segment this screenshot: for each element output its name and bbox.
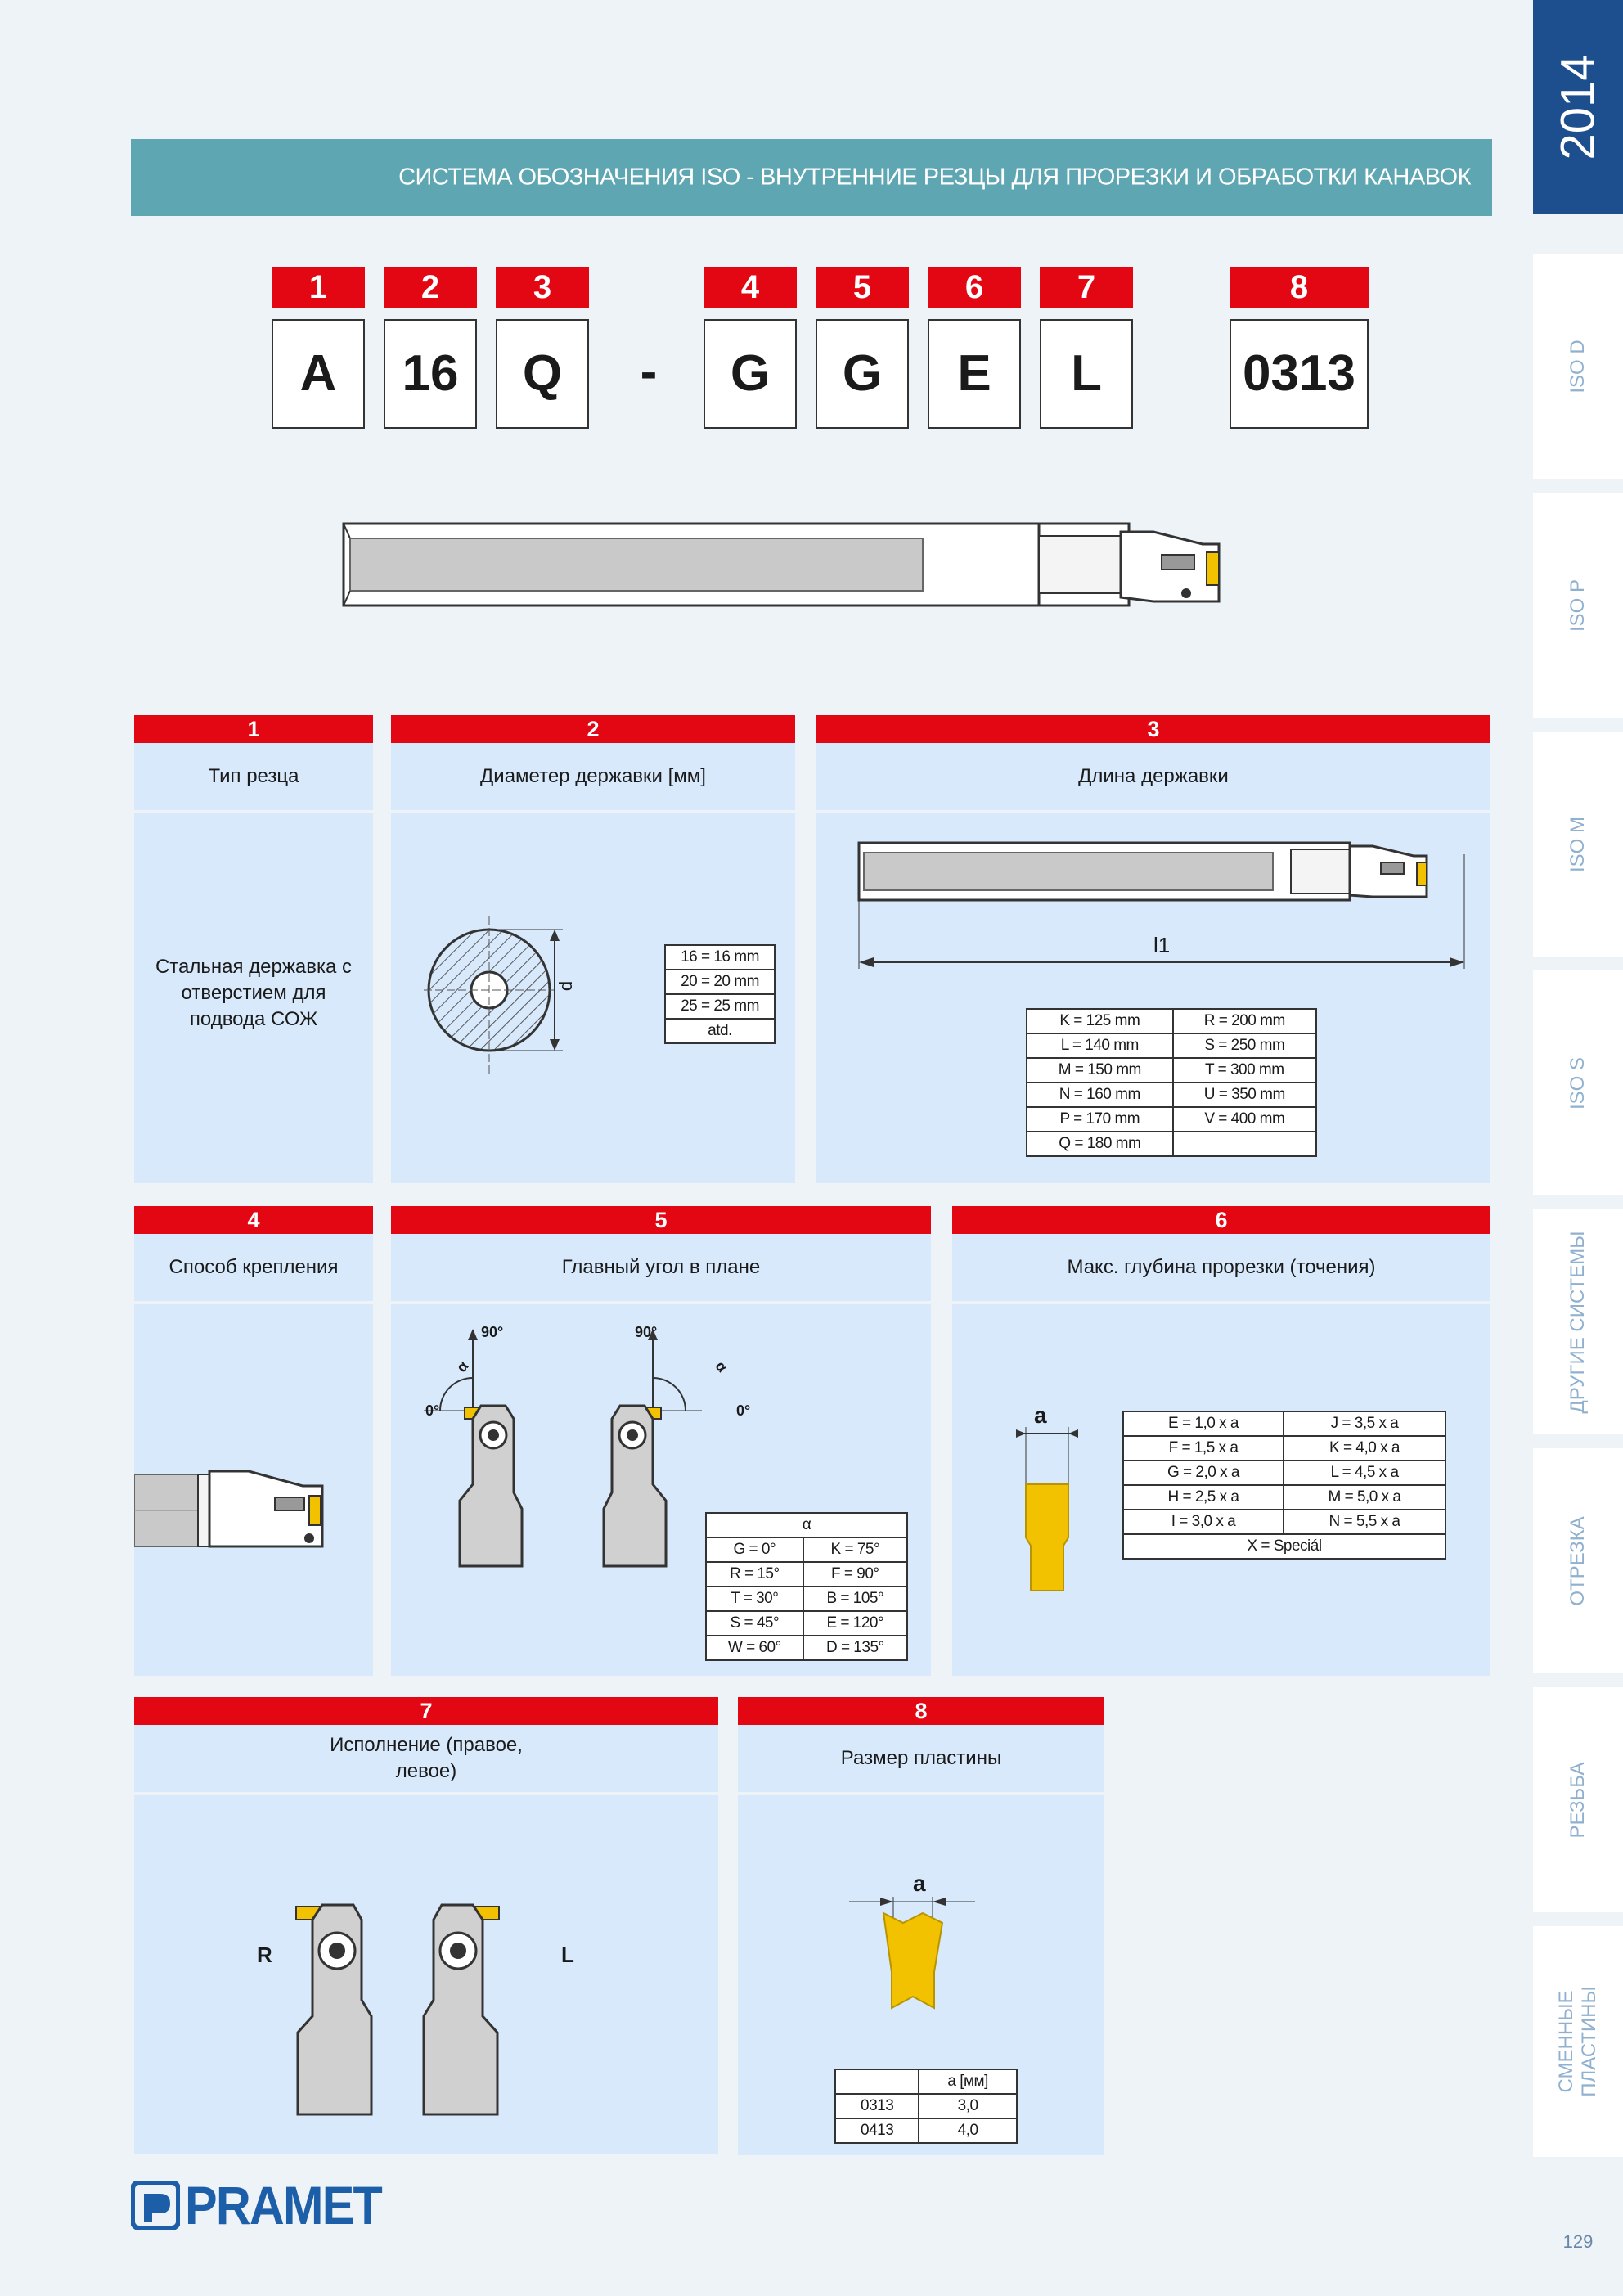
tab-label: ISO P xyxy=(1567,579,1589,632)
table-row xyxy=(665,970,775,994)
table-cell: E = 1,0 x a xyxy=(1123,1411,1284,1436)
length-table xyxy=(1026,1008,1317,1157)
insert-size-drawing xyxy=(844,1893,983,2016)
table-row xyxy=(706,1537,907,1562)
insert-width-label: a xyxy=(913,1871,926,1896)
code-separator: - xyxy=(640,344,658,400)
code-number: 3 xyxy=(496,267,589,308)
table-cell: F = 1,5 x a xyxy=(1123,1436,1284,1461)
table-cell: 0313 xyxy=(835,2094,919,2118)
table-cell: G = 0° xyxy=(706,1537,803,1562)
angle-0-label: 0° xyxy=(736,1402,751,1419)
table-cell xyxy=(1173,1132,1316,1156)
table-cell: R = 15° xyxy=(706,1562,803,1587)
code-number: 6 xyxy=(928,267,1021,308)
page-number: 129 xyxy=(1562,2231,1594,2252)
table-row xyxy=(1027,1107,1316,1132)
panel-number: 3 xyxy=(816,715,1490,743)
insert-size-table xyxy=(834,2069,1018,2144)
diameter-label: d xyxy=(555,980,577,992)
table-row xyxy=(1123,1485,1445,1510)
table-row xyxy=(1027,1083,1316,1107)
table-row xyxy=(1027,1132,1316,1156)
panel-depth xyxy=(952,1206,1490,1676)
table-cell: G = 2,0 x a xyxy=(1123,1461,1284,1485)
tab-iso-s[interactable] xyxy=(1533,964,1623,1195)
panel-hand xyxy=(134,1697,718,2154)
table-row xyxy=(1027,1009,1316,1033)
table-row xyxy=(1027,1058,1316,1083)
code-number: 4 xyxy=(704,267,797,308)
year-label: 2014 xyxy=(1551,54,1605,160)
table-cell: L = 4,5 x a xyxy=(1284,1461,1445,1485)
table-row xyxy=(665,1019,775,1043)
table-cell: B = 105° xyxy=(803,1587,907,1611)
table-cell: N = 5,5 x a xyxy=(1284,1510,1445,1534)
table-cell: P = 170 mm xyxy=(1027,1107,1173,1132)
hand-drawing xyxy=(290,1902,551,2123)
angle-table xyxy=(705,1512,908,1661)
panel-title: Длина державки xyxy=(816,743,1490,813)
table-header-row xyxy=(706,1513,907,1537)
code-number: 2 xyxy=(384,267,477,308)
table-cell: Q = 180 mm xyxy=(1027,1132,1173,1156)
code-number: 5 xyxy=(816,267,909,308)
panel-diameter xyxy=(391,715,795,1183)
code-value: 0313 xyxy=(1230,319,1369,429)
alpha-label: α xyxy=(452,1357,472,1375)
left-hand-label: L xyxy=(561,1943,574,1967)
table-cell: 16 = 16 mm xyxy=(665,945,775,970)
code-value: Q xyxy=(496,319,589,429)
table-row xyxy=(1123,1510,1445,1534)
table-header-row xyxy=(835,2069,1017,2094)
pramet-logo-text: PRAMET xyxy=(185,2175,382,2235)
table-cell: M = 5,0 x a xyxy=(1284,1485,1445,1510)
header-bar xyxy=(131,139,1492,216)
table-cell: atd. xyxy=(665,1019,775,1043)
table-cell: W = 60° xyxy=(706,1636,803,1660)
table-cell: K = 4,0 x a xyxy=(1284,1436,1445,1461)
panel-title: Исполнение (правое, левое) xyxy=(134,1725,718,1795)
alpha-label: α xyxy=(712,1357,731,1375)
diameter-section-drawing xyxy=(424,912,587,1092)
tab-label: ISO S xyxy=(1567,1056,1589,1110)
depth-label: a xyxy=(1034,1402,1047,1428)
panel-length xyxy=(816,715,1490,1183)
table-cell: I = 3,0 x a xyxy=(1123,1510,1284,1534)
tab-label: ДРУГИЕ СИСТЕМЫ xyxy=(1567,1231,1589,1413)
code-number: 1 xyxy=(272,267,365,308)
table-row xyxy=(665,945,775,970)
panel-approach-angle xyxy=(391,1206,931,1676)
table-cell: K = 125 mm xyxy=(1027,1009,1173,1033)
table-row xyxy=(1123,1461,1445,1485)
table-cell: F = 90° xyxy=(803,1562,907,1587)
panel-number: 1 xyxy=(134,715,373,743)
table-row xyxy=(1123,1534,1445,1559)
right-hand-label: R xyxy=(257,1943,272,1967)
code-value: A xyxy=(272,319,365,429)
angle-90-label: 90° xyxy=(481,1324,504,1340)
table-cell: T = 30° xyxy=(706,1587,803,1611)
tab-label: ISO M xyxy=(1567,816,1589,872)
code-value: L xyxy=(1040,319,1133,429)
code-value: 16 xyxy=(384,319,477,429)
pramet-logo-icon xyxy=(131,2181,180,2230)
tab-iso-p[interactable] xyxy=(1533,486,1623,718)
table-cell: N = 160 mm xyxy=(1027,1083,1173,1107)
tab-inserts[interactable] xyxy=(1533,1920,1623,2157)
table-header: α xyxy=(706,1513,907,1537)
tab-parting[interactable] xyxy=(1533,1442,1623,1673)
table-cell: 25 = 25 mm xyxy=(665,994,775,1019)
tab-iso-d[interactable] xyxy=(1533,247,1623,479)
table-header xyxy=(835,2069,919,2094)
code-value: G xyxy=(704,319,797,429)
table-row xyxy=(1123,1436,1445,1461)
length-label: l1 xyxy=(1153,933,1171,957)
panel-number: 8 xyxy=(738,1697,1104,1725)
table-cell: 20 = 20 mm xyxy=(665,970,775,994)
diameter-table xyxy=(664,944,776,1044)
code-number: 8 xyxy=(1230,267,1369,308)
boring-bar-drawing xyxy=(335,515,1317,614)
table-cell: U = 350 mm xyxy=(1173,1083,1316,1107)
table-cell: M = 150 mm xyxy=(1027,1058,1173,1083)
table-row xyxy=(706,1611,907,1636)
tab-label: СМЕННЫЕ ПЛАСТИНЫ xyxy=(1555,1986,1600,2097)
depth-insert-drawing xyxy=(1009,1427,1091,1599)
pramet-logo[interactable] xyxy=(131,2177,403,2234)
panel-title: Способ крепления xyxy=(134,1234,373,1304)
panel-number: 2 xyxy=(391,715,795,743)
year-tab[interactable] xyxy=(1533,0,1623,214)
table-cell: S = 45° xyxy=(706,1611,803,1636)
tab-label: ОТРЕЗКА xyxy=(1567,1515,1589,1606)
table-row xyxy=(835,2094,1017,2118)
table-cell: R = 200 mm xyxy=(1173,1009,1316,1033)
table-cell: 4,0 xyxy=(919,2118,1017,2143)
angle-0-label: 0° xyxy=(425,1402,440,1419)
table-row xyxy=(706,1636,907,1660)
table-row xyxy=(706,1587,907,1611)
table-cell: L = 140 mm xyxy=(1027,1033,1173,1058)
table-cell: H = 2,5 x a xyxy=(1123,1485,1284,1510)
angle-90-label: 90° xyxy=(635,1324,658,1340)
table-cell: 0413 xyxy=(835,2118,919,2143)
table-cell: S = 250 mm xyxy=(1173,1033,1316,1058)
panel-title: Макс. глубина прорезки (точения) xyxy=(952,1234,1490,1304)
page-title: СИСТЕМА ОБОЗНАЧЕНИЯ ISO - ВНУТРЕННИЕ РЕЗЦЫ ДЛЯ ПРОРЕЗКИ И ОБРАБОТКИ КАНАВОК xyxy=(398,164,1471,191)
tab-other-systems[interactable] xyxy=(1533,1203,1623,1434)
table-cell: E = 120° xyxy=(803,1611,907,1636)
table-cell: T = 300 mm xyxy=(1173,1058,1316,1083)
table-row xyxy=(835,2118,1017,2143)
panel-number: 6 xyxy=(952,1206,1490,1234)
tab-label: ISO D xyxy=(1567,339,1589,394)
panel-title: Диаметер державки [мм] xyxy=(391,743,795,813)
table-cell: X = Speciál xyxy=(1123,1534,1445,1559)
clamping-drawing xyxy=(134,1468,373,1558)
tab-iso-m[interactable] xyxy=(1533,725,1623,957)
table-header: a [мм] xyxy=(919,2069,1017,2094)
panel-number: 7 xyxy=(134,1697,718,1725)
panel-insert-size xyxy=(738,1697,1104,2155)
panel-title: Главный угол в плане xyxy=(391,1234,931,1304)
panel-tool-type xyxy=(134,715,373,1183)
table-row xyxy=(1123,1411,1445,1436)
panel-title: Тип резца xyxy=(134,743,373,813)
code-number: 7 xyxy=(1040,267,1133,308)
table-cell: K = 75° xyxy=(803,1537,907,1562)
table-row xyxy=(665,994,775,1019)
table-cell: V = 400 mm xyxy=(1173,1107,1316,1132)
panel-number: 5 xyxy=(391,1206,931,1234)
depth-table xyxy=(1122,1411,1446,1560)
panel-number: 4 xyxy=(134,1206,373,1234)
table-row xyxy=(1027,1033,1316,1058)
panel-clamping xyxy=(134,1206,373,1676)
panel-description: Стальная державка с отверстием для подвода СОЖ xyxy=(155,956,353,1030)
table-cell: 3,0 xyxy=(919,2094,1017,2118)
table-cell: D = 135° xyxy=(803,1636,907,1660)
code-value: G xyxy=(816,319,909,429)
panel-title: Размер пластины xyxy=(738,1725,1104,1795)
table-cell: J = 3,5 x a xyxy=(1284,1411,1445,1436)
tab-threading[interactable] xyxy=(1533,1681,1623,1912)
code-value: E xyxy=(928,319,1021,429)
table-row xyxy=(706,1562,907,1587)
tab-label: РЕЗЬБА xyxy=(1567,1762,1589,1838)
